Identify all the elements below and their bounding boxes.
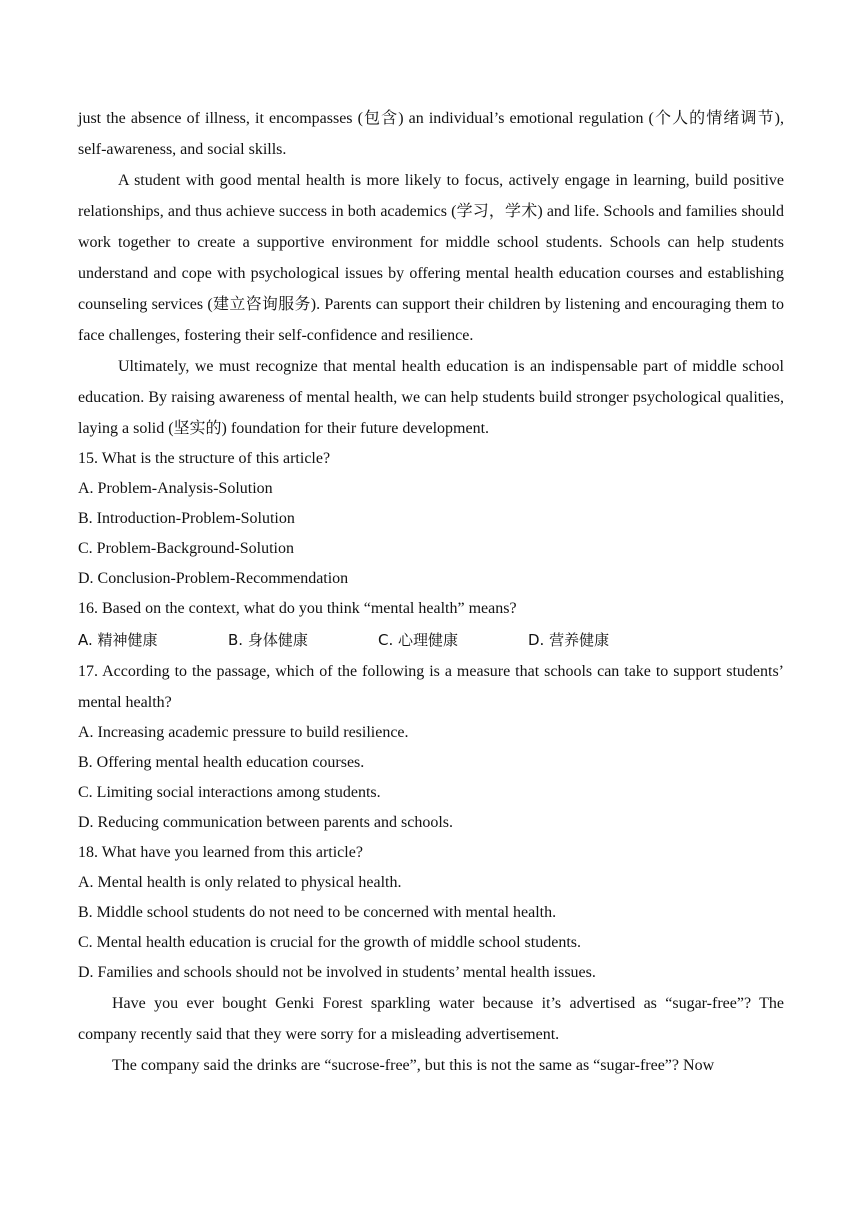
question-18-stem: 18. What have you learned from this article?	[78, 844, 363, 861]
question-17-option-a: A. Increasing academic pressure to build resilience.	[78, 724, 409, 741]
question-17-option-d: D. Reducing communication between parents and schools.	[78, 814, 454, 831]
question-15-option-d: D. Conclusion-Problem-Recommendation	[78, 570, 349, 587]
question-15-option-c: C. Problem-Background-Solution	[78, 540, 294, 557]
question-16-option-b: B. 身体健康	[228, 631, 308, 649]
question-17-option-c: C. Limiting social interactions among students.	[78, 784, 381, 801]
passage-paragraph-3: Ultimately, we must recognize that mental health education is an indispensable part of middle school education. By raising awareness of mental health, we can help students build stronger psychological qualities, laying a solid (坚实的) foundation for their future development.	[78, 358, 784, 437]
question-15-stem: 15. What is the structure of this article?	[78, 450, 331, 467]
question-15-option-b: B. Introduction-Problem-Solution	[78, 510, 295, 527]
question-18-option-d: D. Families and schools should not be involved in students’ mental health issues.	[78, 964, 596, 981]
question-18-option-b: B. Middle school students do not need to be concerned with mental health.	[78, 904, 557, 921]
question-15-option-a: A. Problem-Analysis-Solution	[78, 480, 273, 497]
question-16-stem: 16. Based on the context, what do you think “mental health” means?	[78, 600, 517, 617]
question-16-option-a: A. 精神健康	[78, 631, 158, 649]
next-passage-paragraph-1: Have you ever bought Genki Forest sparkling water because it’s advertised as “sugar-free”? The company recently said that they were sorry for a misleading advertisement.	[78, 995, 784, 1043]
document-content	[78, 103, 784, 1081]
next-passage-paragraph-2: The company said the drinks are “sucrose-free”, but this is not the same as “sugar-free”? Now	[112, 1057, 715, 1074]
question-18-option-a: A. Mental health is only related to physical health.	[78, 874, 402, 891]
question-16-option-d: D. 营养健康	[528, 631, 610, 649]
question-17-option-b: B. Offering mental health education courses.	[78, 754, 365, 771]
question-16-options	[78, 624, 784, 656]
question-16-option-c: C. 心理健康	[378, 631, 459, 649]
question-18-option-c: C. Mental health education is crucial for the growth of middle school students.	[78, 934, 581, 951]
question-17-stem: 17. According to the passage, which of the following is a measure that schools can take to support students’ mental health?	[78, 663, 784, 711]
passage-paragraph-1: just the absence of illness, it encompasses (包含) an individual’s emotional regulation (个人的情绪调节), self-awareness, and social skills.	[78, 110, 784, 158]
passage-paragraph-2: A student with good mental health is more likely to focus, actively engage in learning, build positive relationships, and thus achieve success in both academics (学习，学术) and life. Schools and families should work together to create a supportive environment for middle school students. Schools can help students understand and cope with psychological issues by offering mental health education courses and establishing counseling services (建立咨询服务). Parents can support their children by listening and encouraging them to face challenges, fostering their self-confidence and resilience.	[78, 172, 784, 344]
